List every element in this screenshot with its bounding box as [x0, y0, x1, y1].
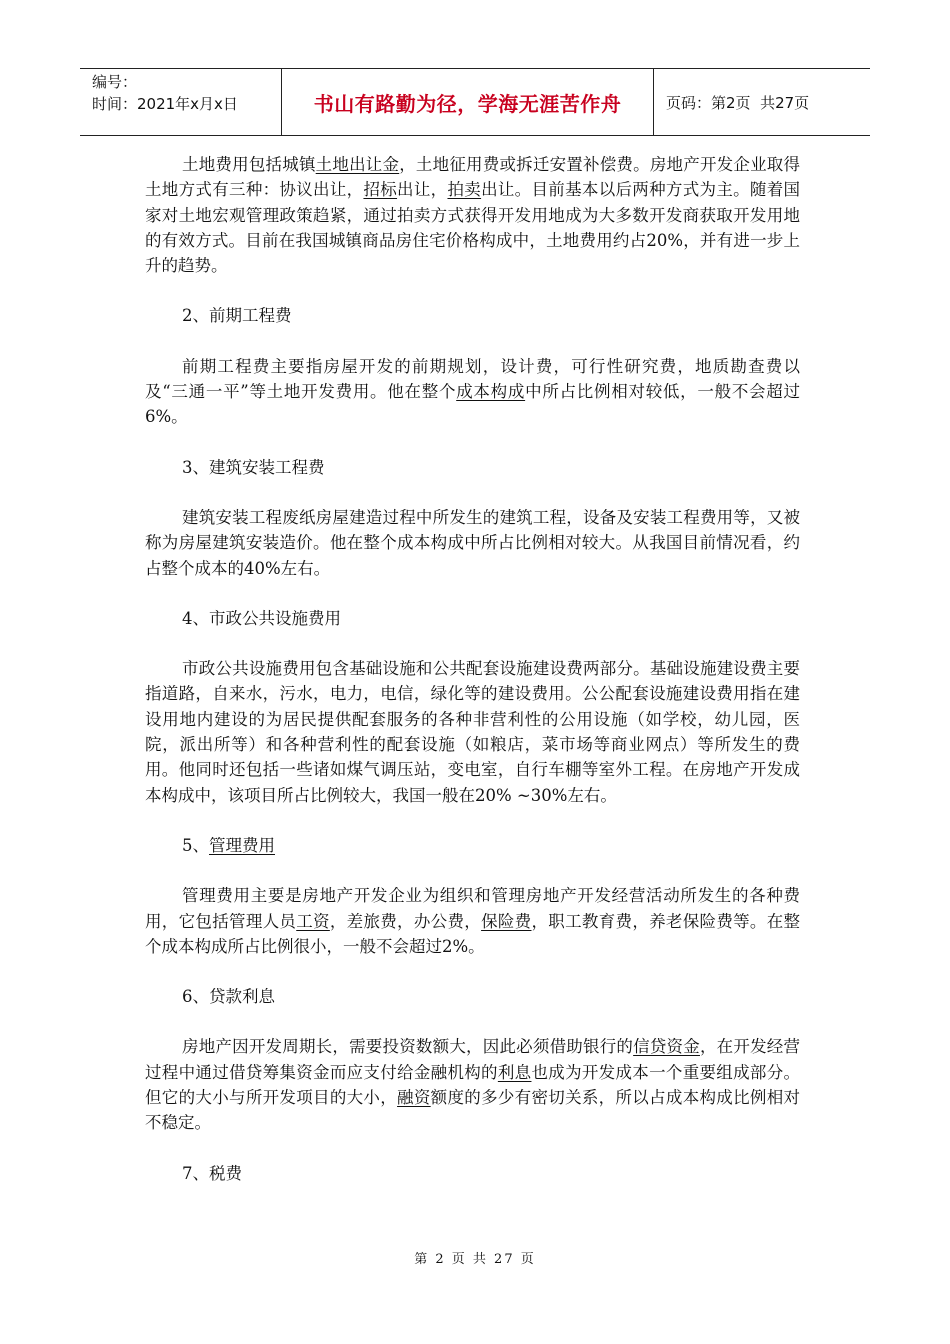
link-interest[interactable]: 利息 [497, 1062, 532, 1082]
link-wages[interactable]: 工资 [296, 911, 330, 931]
page-header [80, 68, 870, 136]
paragraph-loan-interest: 房地产因开发周期长，需要投资数额大，因此必须借助银行的信贷资金，在开发经营过程中通过借贷筹集资金而应支付给金融机构的利息也成为开发成本一个重要组成部分。但它的大小与所开发项目的大小，融资额度的多少有密切关系，所以占成本构成比例相对不稳定。 [145, 1037, 801, 1133]
paragraph-management-cost: 管理费用主要是房地产开发企业为组织和管理房地产开发经营活动所发生的各种费用，它包括管理人员工资，差旅费，办公费，保险费，职工教育费，养老保险费等。在整个成本构成所占比例很小，一般不会超过2%。 [145, 886, 801, 956]
link-credit-funds[interactable]: 信贷资金 [633, 1037, 700, 1057]
section-heading-7: 7、税费 [182, 1163, 242, 1183]
document-body [145, 152, 800, 1186]
link-management-fee[interactable]: 管理费用 [209, 835, 275, 855]
section-heading-2: 2、前期工程费 [182, 306, 292, 326]
paragraph-land-cost: 土地费用包括城镇土地出让金，土地征用费或拆迁安置补偿费。房地产开发企业取得土地方式有三种：协议出让，招标出让，拍卖出让。目前基本以后两种方式为主。随着国家对土地宏观管理政策趋紧，通过拍卖方式获得开发用地成为大多数开发商获取开发用地的有效方式。目前在我国城镇商品房住宅价格构成中，土地费用约占20%，并有进一步上升的趋势。 [145, 155, 801, 276]
section-heading-5: 5、管理费用 [182, 835, 275, 855]
link-insurance-fee[interactable]: 保险费 [481, 911, 532, 931]
section-heading-6: 6、贷款利息 [182, 987, 275, 1007]
paragraph-construction-cost: 建筑安装工程废纸房屋建造过程中所发生的建筑工程，设备及安装工程费用等，又被称为房屋建筑安装造价。他在整个成本构成中所占比例相对较大。从我国目前情况看，约占整个成本的40%左右。 [145, 507, 800, 578]
paragraph-preliminary-cost: 前期工程费主要指房屋开发的前期规划，设计费，可行性研究费，地质勘查费以及“三通一平”等土地开发费用。他在整个成本构成中所占比例相对较低，一般不会超过6%。 [145, 356, 801, 427]
link-auction[interactable]: 拍卖 [447, 180, 482, 200]
header-motto: 书山有路勤为径，学海无涯苦作舟 [313, 91, 622, 116]
paragraph-public-facility-cost: 市政公共设施费用包含基础设施和公共配套设施建设费两部分。基础设施建设费主要指道路，自来水，污水，电力，电信，绿化等的建设费用。公公配套设施建设费用指在建设用地内建设的为居民提供配套服务的各种非营利性的公用设施（如学校，幼儿园，医院，派出所等）和各种营利性的配套设施（如粮店，菜市场等商业网点）等所发生的费用。他同时还包括一些诸如煤气调压站，变电室，自行车棚等室外工程。在房地产开发成本构成中，该项目所占比例较大，我国一般在20% ~30%左右。 [145, 659, 800, 805]
header-info-cell [80, 69, 282, 135]
document-number-label: 编号： [92, 73, 138, 91]
link-financing[interactable]: 融资 [397, 1088, 431, 1108]
section-heading-4: 4、市政公共设施费用 [182, 608, 341, 628]
header-page-cell: 页码：第2页 共27页 [666, 93, 810, 112]
link-tender[interactable]: 招标 [363, 180, 398, 200]
link-land-transfer-fee[interactable]: 土地出让金 [315, 155, 400, 174]
section-heading-3: 3、建筑安装工程费 [182, 457, 325, 477]
link-cost-structure[interactable]: 成本构成 [456, 382, 526, 402]
document-date-label: 时间：2021年x月x日 [92, 95, 238, 113]
header-motto-cell [282, 69, 654, 135]
page-footer: 第 2 页 共 27 页 [414, 1252, 536, 1267]
